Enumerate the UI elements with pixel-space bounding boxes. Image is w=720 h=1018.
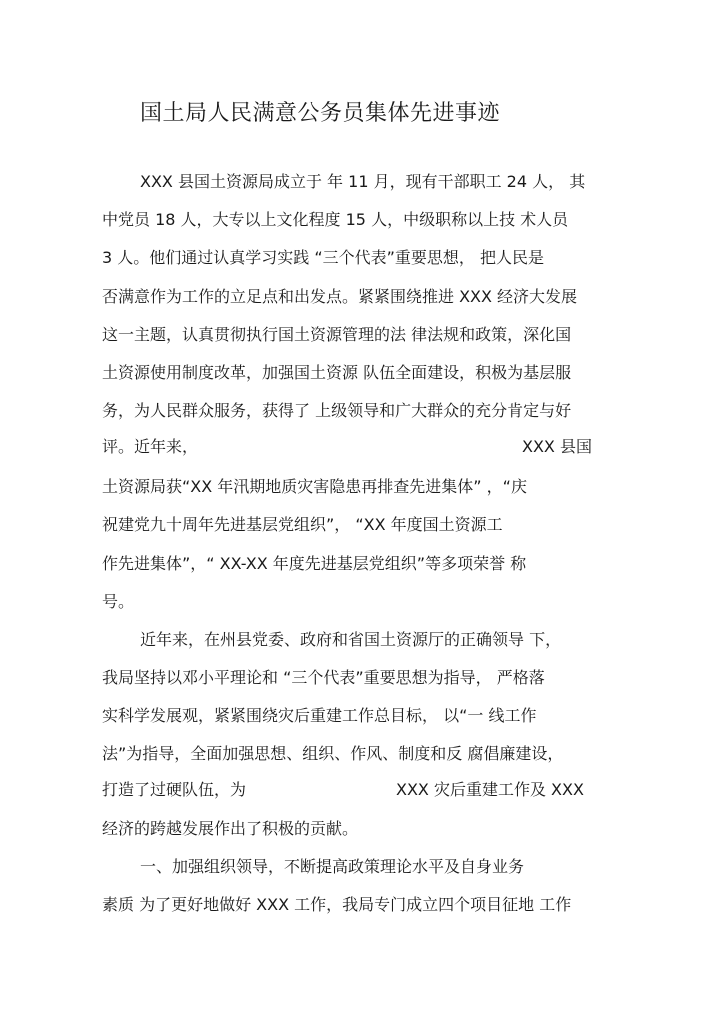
paragraph-line: 这一主题，认真贯彻执行国土资源管理的法 律法规和政策，深化国 <box>102 325 572 344</box>
paragraph-line: 土资源局获“XX 年汛期地质灾害隐患再排查先进集体” ，“庆 <box>102 477 527 496</box>
paragraph-line: 经济的跨越发展作出了积极的贡献。 <box>102 819 359 838</box>
paragraph-line: 评。近年来， <box>102 437 199 456</box>
paragraph-line: 作先进集体”，“ XX-XX 年度先进基层党组织”等多项荣誉 称 <box>102 554 527 573</box>
paragraph-line: 中党员 18 人，大专以上文化程度 15 人，中级职称以上技 术人员 <box>102 210 569 229</box>
paragraph-line: 土资源使用制度改革，加强国土资源 队伍全面建设，积极为基层服 <box>102 363 572 382</box>
paragraph-line: 号。 <box>102 592 135 611</box>
paragraph-line: 近年来，在州县党委、政府和省国土资源厅的正确领导 下， <box>140 630 562 649</box>
paragraph-line: 务，为人民群众服务，获得了 上级领导和广大群众的充分肯定与好 <box>102 401 572 420</box>
document-title: 国土局人民满意公务员集体先进事迹 <box>140 101 501 126</box>
paragraph-line: 素质 为了更好地做好 XXX 工作，我局专门成立四个项目征地 工作 <box>102 895 572 914</box>
paragraph-line: 打造了过硬队伍，为 <box>102 780 247 799</box>
paragraph-line: 法”为指导，全面加强思想、组织、作风、制度和反 腐倡廉建设， <box>102 744 564 763</box>
paragraph-line: 3 人。他们通过认真学习实践 “三个代表”重要思想， 把人民是 <box>102 248 545 267</box>
paragraph-line: 实科学发展观，紧紧围绕灾后重建工作总目标， 以“一 线工作 <box>102 706 537 725</box>
section-heading: 一、加强组织领导，不断提高政策理论水平及自身业务 <box>140 857 525 876</box>
paragraph-line: 我局坚持以邓小平理论和 “三个代表”重要思想为指导， 严格落 <box>102 668 545 687</box>
paragraph-line: 否满意作为工作的立足点和出发点。紧紧围绕推进 XXX 经济大发展 <box>102 287 578 306</box>
paragraph-line: XXX 县国 <box>522 437 592 456</box>
paragraph-line: XXX 灾后重建工作及 XXX <box>396 780 584 799</box>
paragraph-line: XXX 县国土资源局成立于 年 11 月，现有干部职工 24 人， 其 <box>140 172 586 191</box>
paragraph-line: 祝建党九十周年先进基层党组织”， “XX 年度国土资源工 <box>102 515 503 534</box>
